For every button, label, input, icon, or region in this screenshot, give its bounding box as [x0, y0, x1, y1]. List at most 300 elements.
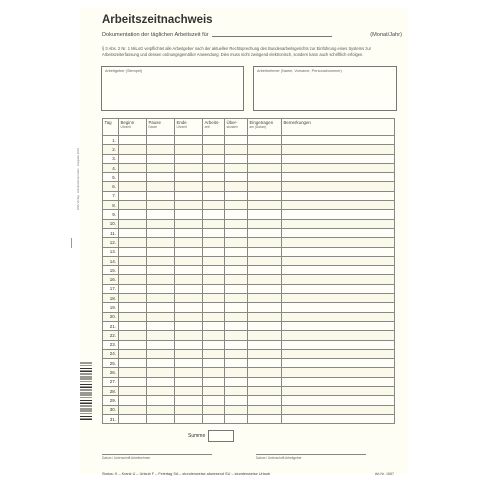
day-number: 2. — [103, 145, 119, 154]
pause-cell[interactable] — [147, 238, 175, 247]
bemerkungen-cell[interactable] — [282, 154, 395, 163]
header-tag: Tag — [103, 119, 119, 136]
day-number: 3. — [103, 154, 119, 163]
ende-cell[interactable] — [175, 136, 203, 145]
ueberstunden-cell[interactable] — [225, 136, 248, 145]
beginn-cell[interactable] — [119, 405, 147, 414]
subtitle: Dokumentation der täglichen Arbeitszeit für — [102, 32, 209, 38]
ende-cell[interactable] — [175, 312, 203, 321]
arbeitszeit-cell[interactable] — [203, 154, 225, 163]
table-row — [103, 303, 395, 312]
ueberstunden-cell[interactable] — [225, 340, 248, 349]
bemerkungen-cell[interactable] — [282, 377, 395, 386]
day-number: 4. — [103, 163, 119, 172]
time-table — [102, 118, 395, 424]
day-number: 22. — [103, 331, 119, 340]
pause-cell[interactable] — [147, 359, 175, 368]
beginn-cell[interactable] — [119, 173, 147, 182]
arbeitszeit-cell[interactable] — [203, 256, 225, 265]
ueberstunden-cell[interactable] — [225, 163, 248, 172]
ueberstunden-cell[interactable] — [225, 173, 248, 182]
beginn-cell[interactable] — [119, 182, 147, 191]
eingetragen-cell[interactable] — [248, 136, 282, 145]
pause-cell[interactable] — [147, 191, 175, 200]
day-number: 17. — [103, 284, 119, 293]
bemerkungen-cell[interactable] — [282, 340, 395, 349]
header-beginn: Beginn Uhrzeit — [119, 119, 147, 136]
beginn-cell[interactable] — [119, 266, 147, 275]
bemerkungen-cell[interactable] — [282, 396, 395, 405]
pause-cell[interactable] — [147, 136, 175, 145]
ueberstunden-cell[interactable] — [225, 294, 248, 303]
day-number: 15. — [103, 266, 119, 275]
ueberstunden-cell[interactable] — [225, 238, 248, 247]
bemerkungen-cell[interactable] — [282, 303, 395, 312]
eingetragen-cell[interactable] — [248, 321, 282, 330]
pause-cell[interactable] — [147, 312, 175, 321]
eingetragen-cell[interactable] — [248, 377, 282, 386]
day-number: 16. — [103, 275, 119, 284]
table-row — [103, 247, 395, 256]
ende-cell[interactable] — [175, 256, 203, 265]
table-row — [103, 182, 395, 191]
day-number: 25. — [103, 359, 119, 368]
ende-cell[interactable] — [175, 368, 203, 377]
beginn-cell[interactable] — [119, 377, 147, 386]
pause-cell[interactable] — [147, 247, 175, 256]
pause-cell[interactable] — [147, 256, 175, 265]
pause-cell[interactable] — [147, 387, 175, 396]
day-number: 14. — [103, 256, 119, 265]
bemerkungen-cell[interactable] — [282, 312, 395, 321]
eingetragen-cell[interactable] — [248, 331, 282, 340]
pause-cell[interactable] — [147, 154, 175, 163]
eingetragen-cell[interactable] — [248, 191, 282, 200]
day-number: 26. — [103, 368, 119, 377]
day-number: 31. — [103, 414, 119, 423]
beginn-cell[interactable] — [119, 247, 147, 256]
pause-cell[interactable] — [147, 340, 175, 349]
ende-cell[interactable] — [175, 284, 203, 293]
table-row — [103, 284, 395, 293]
eingetragen-cell[interactable] — [248, 163, 282, 172]
day-number: 30. — [103, 405, 119, 414]
arbeitszeit-cell[interactable] — [203, 321, 225, 330]
ueberstunden-cell[interactable] — [225, 321, 248, 330]
beginn-cell[interactable] — [119, 238, 147, 247]
arbeitszeit-cell[interactable] — [203, 284, 225, 293]
ende-cell[interactable] — [175, 377, 203, 386]
ueberstunden-cell[interactable] — [225, 349, 248, 358]
arbeitszeit-cell[interactable] — [203, 238, 225, 247]
bemerkungen-cell[interactable] — [282, 228, 395, 237]
day-number: 19. — [103, 303, 119, 312]
bemerkungen-cell[interactable] — [282, 405, 395, 414]
beginn-cell[interactable] — [119, 312, 147, 321]
arbeitszeit-cell[interactable] — [203, 173, 225, 182]
bemerkungen-cell[interactable] — [282, 387, 395, 396]
table-row — [103, 359, 395, 368]
eingetragen-cell[interactable] — [248, 387, 282, 396]
eingetragen-cell[interactable] — [248, 182, 282, 191]
bemerkungen-cell[interactable] — [282, 136, 395, 145]
ueberstunden-cell[interactable] — [225, 414, 248, 423]
pause-cell[interactable] — [147, 228, 175, 237]
table-row — [103, 321, 395, 330]
arbeitszeit-cell[interactable] — [203, 294, 225, 303]
bemerkungen-cell[interactable] — [282, 247, 395, 256]
employer-box-label: Arbeitgeber (Stempel) — [105, 69, 143, 73]
beginn-cell[interactable] — [119, 294, 147, 303]
header-ueberstunden: Über- stunden — [225, 119, 248, 136]
beginn-cell[interactable] — [119, 201, 147, 210]
bemerkungen-cell[interactable] — [282, 256, 395, 265]
table-row — [103, 396, 395, 405]
table-row — [103, 377, 395, 386]
ende-cell[interactable] — [175, 201, 203, 210]
pause-cell[interactable] — [147, 414, 175, 423]
arbeitszeit-cell[interactable] — [203, 136, 225, 145]
ueberstunden-cell[interactable] — [225, 219, 248, 228]
bemerkungen-cell[interactable] — [282, 163, 395, 172]
pause-cell[interactable] — [147, 201, 175, 210]
pause-cell[interactable] — [147, 294, 175, 303]
arbeitszeit-cell[interactable] — [203, 414, 225, 423]
pause-cell[interactable] — [147, 219, 175, 228]
ueberstunden-cell[interactable] — [225, 210, 248, 219]
ueberstunden-cell[interactable] — [225, 182, 248, 191]
arbeitszeit-cell[interactable] — [203, 266, 225, 275]
ende-cell[interactable] — [175, 340, 203, 349]
eingetragen-cell[interactable] — [248, 349, 282, 358]
beginn-cell[interactable] — [119, 228, 147, 237]
subtitle-row — [102, 32, 402, 38]
ueberstunden-cell[interactable] — [225, 405, 248, 414]
day-number: 21. — [103, 321, 119, 330]
bemerkungen-cell[interactable] — [282, 321, 395, 330]
bemerkungen-cell[interactable] — [282, 191, 395, 200]
eingetragen-cell[interactable] — [248, 275, 282, 284]
table-row — [103, 256, 395, 265]
beginn-cell[interactable] — [119, 349, 147, 358]
eingetragen-cell[interactable] — [248, 247, 282, 256]
ende-cell[interactable] — [175, 275, 203, 284]
day-number: 11. — [103, 228, 119, 237]
table-row — [103, 275, 395, 284]
pause-cell[interactable] — [147, 377, 175, 386]
beginn-cell[interactable] — [119, 191, 147, 200]
pause-cell[interactable] — [147, 210, 175, 219]
arbeitszeit-cell[interactable] — [203, 396, 225, 405]
eingetragen-cell[interactable] — [248, 359, 282, 368]
sum-field[interactable] — [208, 430, 234, 442]
day-number: 23. — [103, 340, 119, 349]
pause-cell[interactable] — [147, 405, 175, 414]
arbeitszeit-cell[interactable] — [203, 405, 225, 414]
arbeitszeit-cell[interactable] — [203, 228, 225, 237]
eingetragen-cell[interactable] — [248, 219, 282, 228]
article-number: Art.Nr. 1687 — [374, 472, 394, 476]
period-hint: (Monat/Jahr) — [370, 32, 402, 38]
pause-cell[interactable] — [147, 275, 175, 284]
table-row — [103, 154, 395, 163]
arbeitszeit-cell[interactable] — [203, 275, 225, 284]
ende-cell[interactable] — [175, 210, 203, 219]
ende-cell[interactable] — [175, 396, 203, 405]
ende-cell[interactable] — [175, 321, 203, 330]
arbeitszeit-cell[interactable] — [203, 210, 225, 219]
arbeitszeit-cell[interactable] — [203, 201, 225, 210]
ende-cell[interactable] — [175, 294, 203, 303]
eingetragen-cell[interactable] — [248, 201, 282, 210]
beginn-cell[interactable] — [119, 331, 147, 340]
arbeitszeit-cell[interactable] — [203, 219, 225, 228]
arbeitszeit-cell[interactable] — [203, 145, 225, 154]
day-number: 5. — [103, 173, 119, 182]
eingetragen-cell[interactable] — [248, 210, 282, 219]
eingetragen-cell[interactable] — [248, 173, 282, 182]
ende-cell[interactable] — [175, 387, 203, 396]
eingetragen-cell[interactable] — [248, 405, 282, 414]
pause-cell[interactable] — [147, 284, 175, 293]
eingetragen-cell[interactable] — [248, 294, 282, 303]
signature-employee[interactable]: Datum / Unterschrift Arbeitnehmer — [102, 454, 212, 460]
header-bemerkungen: Bemerkungen — [282, 119, 395, 136]
ueberstunden-cell[interactable] — [225, 256, 248, 265]
ueberstunden-cell[interactable] — [225, 154, 248, 163]
table-row — [103, 228, 395, 237]
beginn-cell[interactable] — [119, 136, 147, 145]
ende-cell[interactable] — [175, 163, 203, 172]
ueberstunden-cell[interactable] — [225, 377, 248, 386]
beginn-cell[interactable] — [119, 396, 147, 405]
bemerkungen-cell[interactable] — [282, 182, 395, 191]
bemerkungen-cell[interactable] — [282, 359, 395, 368]
beginn-cell[interactable] — [119, 145, 147, 154]
pause-cell[interactable] — [147, 368, 175, 377]
eingetragen-cell[interactable] — [248, 154, 282, 163]
arbeitszeit-cell[interactable] — [203, 191, 225, 200]
ueberstunden-cell[interactable] — [225, 145, 248, 154]
ende-cell[interactable] — [175, 182, 203, 191]
arbeitszeit-cell[interactable] — [203, 331, 225, 340]
table-row — [103, 173, 395, 182]
beginn-cell[interactable] — [119, 303, 147, 312]
beginn-cell[interactable] — [119, 210, 147, 219]
side-vertical-text: RNK Verlag · Arbeitszeitnachweis · Ausgabe 2023 — [76, 147, 80, 210]
eingetragen-cell[interactable] — [248, 312, 282, 321]
beginn-cell[interactable] — [119, 359, 147, 368]
ende-cell[interactable] — [175, 414, 203, 423]
beginn-cell[interactable] — [119, 163, 147, 172]
ende-cell[interactable] — [175, 191, 203, 200]
header-pause: Pause Dauer — [147, 119, 175, 136]
table-row — [103, 312, 395, 321]
arbeitszeit-cell[interactable] — [203, 368, 225, 377]
bemerkungen-cell[interactable] — [282, 368, 395, 377]
ueberstunden-cell[interactable] — [225, 191, 248, 200]
table-row — [103, 349, 395, 358]
day-number: 9. — [103, 210, 119, 219]
period-line[interactable] — [212, 36, 332, 37]
bemerkungen-cell[interactable] — [282, 238, 395, 247]
ende-cell[interactable] — [175, 359, 203, 368]
arbeitszeit-cell[interactable] — [203, 340, 225, 349]
ende-cell[interactable] — [175, 173, 203, 182]
bemerkungen-cell[interactable] — [282, 349, 395, 358]
bemerkungen-cell[interactable] — [282, 173, 395, 182]
bemerkungen-cell[interactable] — [282, 294, 395, 303]
day-number: 7. — [103, 191, 119, 200]
ende-cell[interactable] — [175, 303, 203, 312]
arbeitszeit-cell[interactable] — [203, 312, 225, 321]
day-number: 24. — [103, 349, 119, 358]
table-row — [103, 368, 395, 377]
arbeitszeit-cell[interactable] — [203, 303, 225, 312]
bemerkungen-cell[interactable] — [282, 145, 395, 154]
eingetragen-cell[interactable] — [248, 256, 282, 265]
arbeitszeit-cell[interactable] — [203, 182, 225, 191]
ende-cell[interactable] — [175, 405, 203, 414]
table-row — [103, 414, 395, 423]
day-number: 8. — [103, 201, 119, 210]
sum-label: Summe — [188, 433, 206, 439]
arbeitszeit-cell[interactable] — [203, 359, 225, 368]
day-number: 6. — [103, 182, 119, 191]
pause-cell[interactable] — [147, 266, 175, 275]
signature-employer[interactable]: Datum / Unterschrift Arbeitgeber — [256, 454, 366, 460]
employee-info-box[interactable] — [253, 66, 397, 111]
ueberstunden-cell[interactable] — [225, 368, 248, 377]
ueberstunden-cell[interactable] — [225, 387, 248, 396]
employer-stamp-box[interactable] — [101, 66, 244, 111]
beginn-cell[interactable] — [119, 256, 147, 265]
ueberstunden-cell[interactable] — [225, 331, 248, 340]
ende-cell[interactable] — [175, 145, 203, 154]
header-ende: Ende Uhrzeit — [175, 119, 203, 136]
arbeitszeit-cell[interactable] — [203, 387, 225, 396]
ende-cell[interactable] — [175, 238, 203, 247]
beginn-cell[interactable] — [119, 284, 147, 293]
pause-cell[interactable] — [147, 303, 175, 312]
day-number: 28. — [103, 387, 119, 396]
eingetragen-cell[interactable] — [248, 396, 282, 405]
bemerkungen-cell[interactable] — [282, 414, 395, 423]
table-row — [103, 340, 395, 349]
document-page — [80, 8, 408, 474]
ende-cell[interactable] — [175, 331, 203, 340]
beginn-cell[interactable] — [119, 340, 147, 349]
pause-cell[interactable] — [147, 182, 175, 191]
arbeitszeit-cell[interactable] — [203, 377, 225, 386]
day-number: 12. — [103, 238, 119, 247]
eingetragen-cell[interactable] — [248, 145, 282, 154]
ende-cell[interactable] — [175, 219, 203, 228]
bemerkungen-cell[interactable] — [282, 219, 395, 228]
page-title: Arbeitszeitnachweis — [102, 14, 213, 26]
eingetragen-cell[interactable] — [248, 368, 282, 377]
bemerkungen-cell[interactable] — [282, 284, 395, 293]
eingetragen-cell[interactable] — [248, 238, 282, 247]
pause-cell[interactable] — [147, 173, 175, 182]
day-number: 18. — [103, 294, 119, 303]
ueberstunden-cell[interactable] — [225, 201, 248, 210]
pause-cell[interactable] — [147, 349, 175, 358]
eingetragen-cell[interactable] — [248, 340, 282, 349]
beginn-cell[interactable] — [119, 387, 147, 396]
header-arbeitszeit: Arbeits- zeit — [203, 119, 225, 136]
arbeitszeit-cell[interactable] — [203, 349, 225, 358]
pause-cell[interactable] — [147, 321, 175, 330]
day-number: 1. — [103, 136, 119, 145]
table-row — [103, 136, 395, 145]
eingetragen-cell[interactable] — [248, 284, 282, 293]
ende-cell[interactable] — [175, 247, 203, 256]
eingetragen-cell[interactable] — [248, 266, 282, 275]
ende-cell[interactable] — [175, 228, 203, 237]
table-row — [103, 294, 395, 303]
table-row — [103, 238, 395, 247]
ueberstunden-cell[interactable] — [225, 266, 248, 275]
ende-cell[interactable] — [175, 154, 203, 163]
ueberstunden-cell[interactable] — [225, 228, 248, 237]
beginn-cell[interactable] — [119, 368, 147, 377]
table-row — [103, 210, 395, 219]
table-header-row — [103, 119, 395, 136]
table-row — [103, 201, 395, 210]
eingetragen-cell[interactable] — [248, 228, 282, 237]
fold-mark — [71, 238, 72, 248]
bemerkungen-cell[interactable] — [282, 201, 395, 210]
eingetragen-cell[interactable] — [248, 414, 282, 423]
arbeitszeit-cell[interactable] — [203, 163, 225, 172]
arbeitszeit-cell[interactable] — [203, 247, 225, 256]
pause-cell[interactable] — [147, 396, 175, 405]
bemerkungen-cell[interactable] — [282, 210, 395, 219]
pause-cell[interactable] — [147, 331, 175, 340]
beginn-cell[interactable] — [119, 321, 147, 330]
day-number: 20. — [103, 312, 119, 321]
ende-cell[interactable] — [175, 266, 203, 275]
day-number: 27. — [103, 377, 119, 386]
eingetragen-cell[interactable] — [248, 303, 282, 312]
pause-cell[interactable] — [147, 145, 175, 154]
employee-box-label: Arbeitnehmer (Name, Vorname, Personalnummer) — [257, 69, 342, 73]
ueberstunden-cell[interactable] — [225, 284, 248, 293]
ueberstunden-cell[interactable] — [225, 247, 248, 256]
ueberstunden-cell[interactable] — [225, 396, 248, 405]
ueberstunden-cell[interactable] — [225, 275, 248, 284]
barcode-icon — [80, 362, 92, 420]
bemerkungen-cell[interactable] — [282, 275, 395, 284]
table-row — [103, 266, 395, 275]
ueberstunden-cell[interactable] — [225, 359, 248, 368]
table-row — [103, 331, 395, 340]
beginn-cell[interactable] — [119, 219, 147, 228]
bemerkungen-cell[interactable] — [282, 331, 395, 340]
status-legend: Status: K – Krank U – Urlaub F – Feiertag SA – stundenweise abwesend SU – stundenweise Urlaub — [102, 472, 270, 476]
table-row — [103, 163, 395, 172]
ueberstunden-cell[interactable] — [225, 303, 248, 312]
pause-cell[interactable] — [147, 163, 175, 172]
beginn-cell[interactable] — [119, 154, 147, 163]
bemerkungen-cell[interactable] — [282, 266, 395, 275]
beginn-cell[interactable] — [119, 414, 147, 423]
ueberstunden-cell[interactable] — [225, 312, 248, 321]
beginn-cell[interactable] — [119, 275, 147, 284]
table-row — [103, 387, 395, 396]
ende-cell[interactable] — [175, 349, 203, 358]
